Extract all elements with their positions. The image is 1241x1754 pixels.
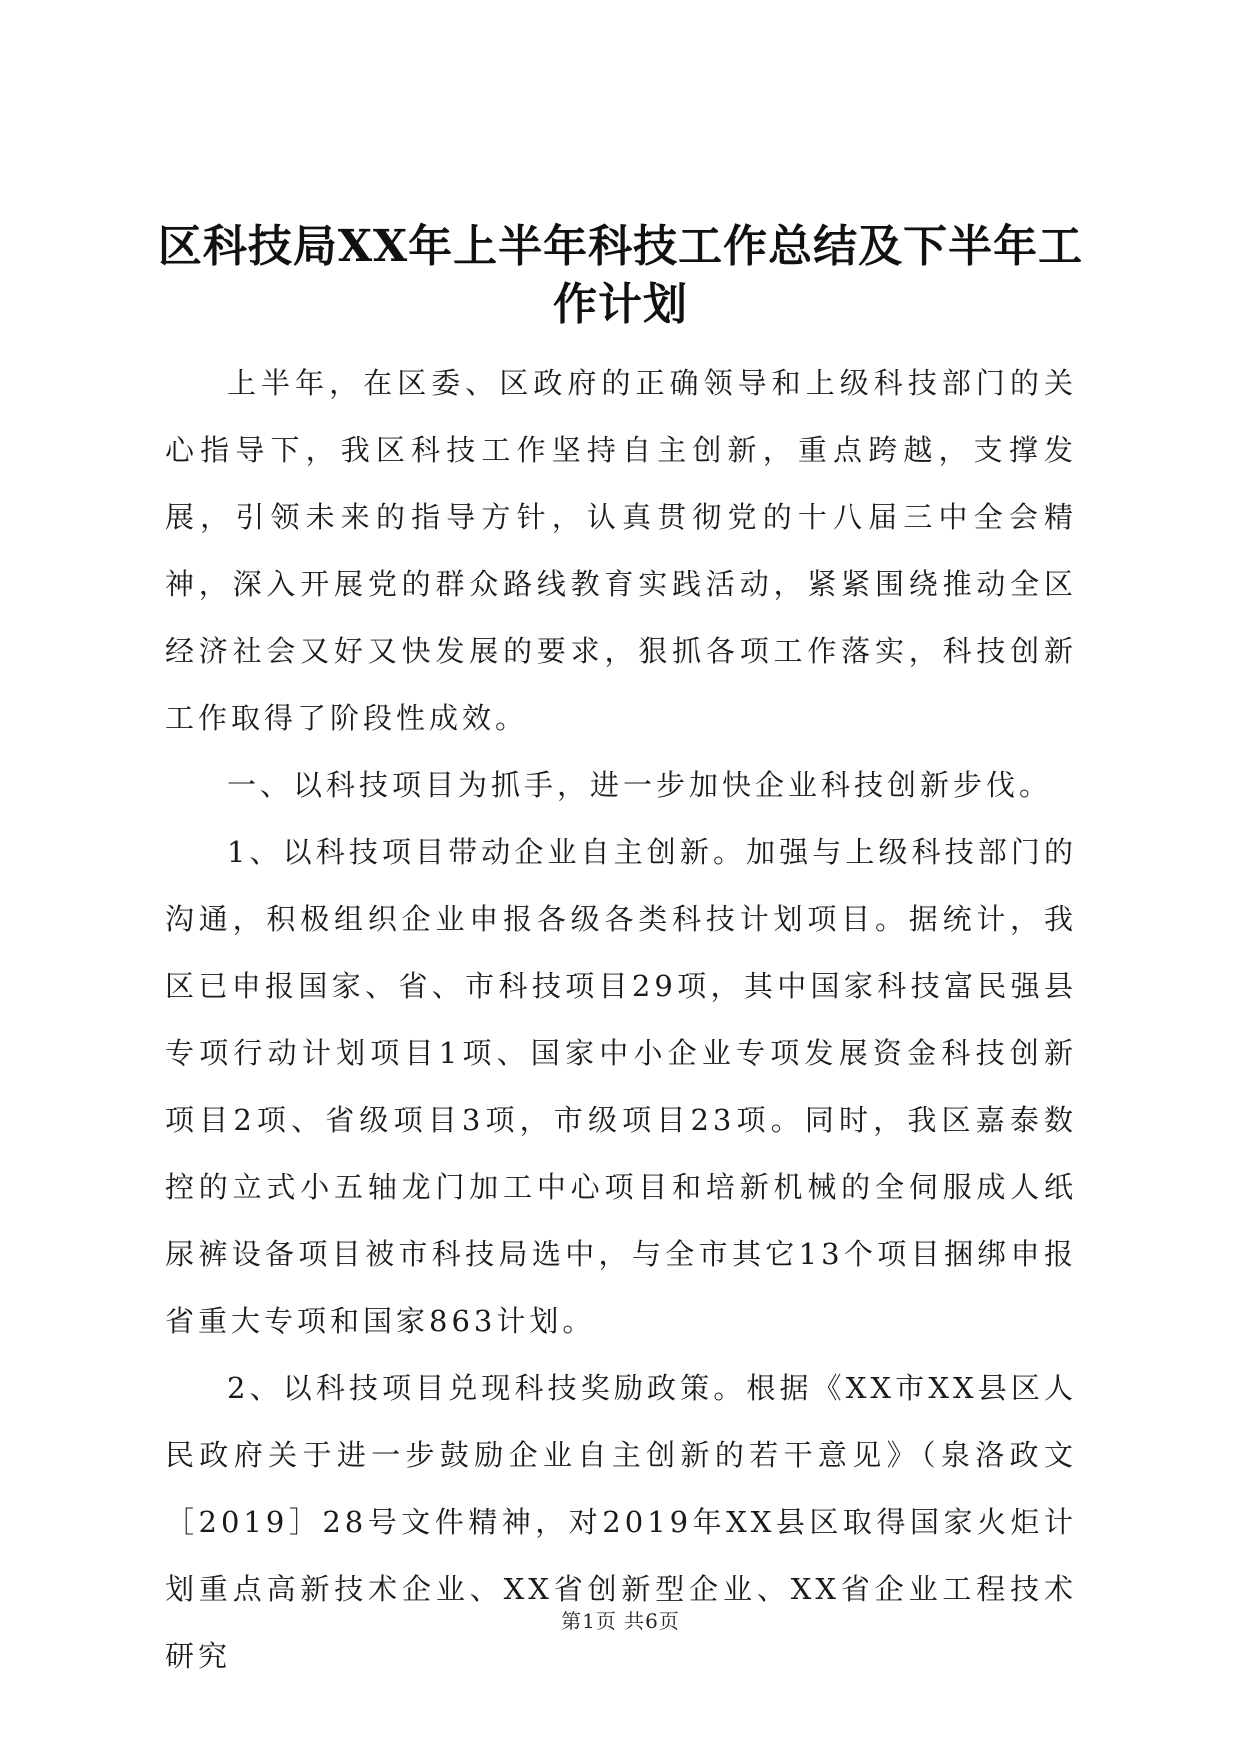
paragraph-item-1: 1、以科技项目带动企业自主创新。加强与上级科技部门的沟通，积极组织企业申报各级各类科技计划项目。据统计，我区已申报国家、省、市科技项目29项，其中国家科技富民强县专项行动计划项目1项、国家中小企业专项发展资金科技创新项目2项、省级项目3项，市级项目23项。同时，我区嘉泰数控的立式小五轴龙门加工中心项目和培新机械的全伺服成人纸尿裤设备项目被市科技局选中，与全市其它13个项目捆绑申报省重大专项和国家863计划。 (165, 835, 1077, 1338)
paragraph-intro: 上半年，在区委、区政府的正确领导和上级科技部门的关心指导下，我区科技工作坚持自主创新，重点跨越，支撑发展，引领未来的指导方针，认真贯彻党的十八届三中全会精神，深入开展党的群众路线教育实践活动，紧紧围绕推动全区经济社会又好又快发展的要求，狠抓各项工作落实，科技创新工作取得了阶段性成效。 (165, 366, 1077, 735)
paragraph-item-2: 2、以科技项目兑现科技奖励政策。根据《XX市XX县区人民政府关于进一步鼓励企业自主创新的若干意见》（泉洛政文［2019］28号文件精神，对2019年XX县区取得国家火炬计划重点高新技术企业、XX省创新型企业、XX省企业工程技术研究 (165, 1371, 1077, 1673)
document-body (165, 350, 1077, 1690)
paragraph-section-heading-1: 一、以科技项目为抓手，进一步加快企业科技创新步伐。 (227, 768, 1053, 802)
page-footer: 第1页 共6页 (561, 1609, 680, 1633)
document-title: 区科技局XX年上半年科技工作总结及下半年工作计划 (157, 221, 1084, 330)
